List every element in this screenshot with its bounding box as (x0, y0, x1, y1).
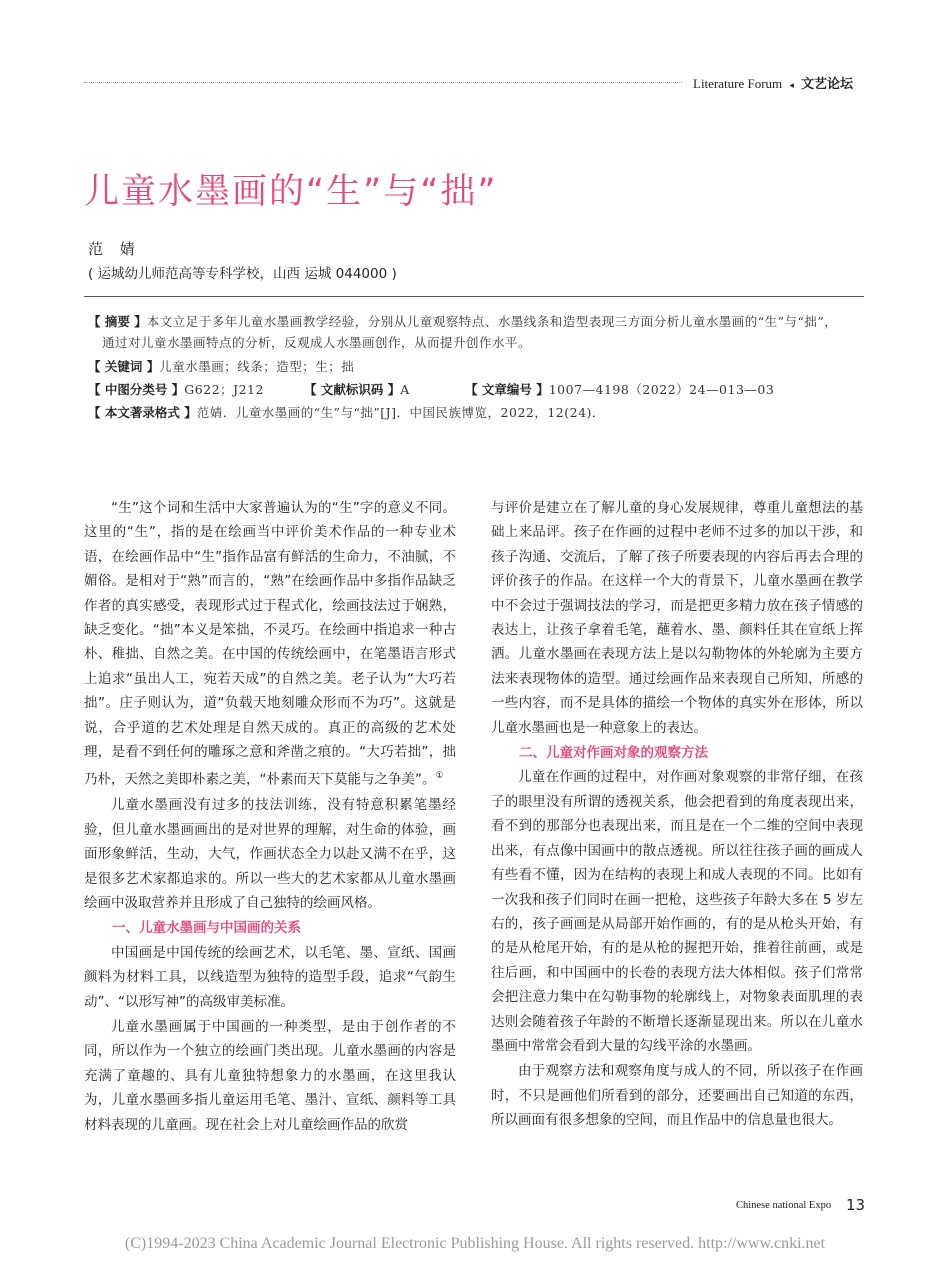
paragraph (84, 496, 456, 792)
article-number-label: 【 文章编号 】 (465, 382, 549, 397)
keywords: 儿童水墨画；线条；造型；生；拙 (159, 359, 355, 374)
keywords-label: 【 关键词 】 (88, 359, 160, 374)
article-title: 儿童水墨画的“生”与“拙” (84, 172, 498, 212)
doc-code-label: 【 文献标识码 】 (304, 382, 401, 397)
left-column (84, 496, 456, 1138)
doc-code-value: A (400, 382, 410, 397)
doc-code-line (304, 381, 410, 399)
paragraph: 儿童在作画的过程中，对作画对象观察的非常仔细，在孩子的眼里没有所谓的透视关系，他会把看到的角度表现出来，看不到的那部分也表现出来，而且是在一个二维的空间中表现出来，有点像中国画中的散点透视。所以往往孩子画的画成人有些看不懂，因为在结构的表现上和成人表现的不同。比如有一次我和孩子们同时在画一把枪，这些孩子年龄大多在 5 岁左右的，孩子画画是从局部开始作画的，有的是从枪头开始，有的是从枪尾开始，有的是从枪的握把开始，推着往前画，或是往后画，和中国画中的长卷的表现方法大体相似。孩子们常常会把注意力集中在勾勒事物的轮廓线上，对物象表面肌理的表达则会随着孩子年龄的不断增长逐渐显现出来。所以在儿童水墨画中常常会看到大量的勾线平涂的水墨画。 (491, 769, 863, 1054)
footer-journal-en: Chinese national Expo (736, 1200, 832, 1211)
abstract-rule (84, 296, 864, 297)
citation-line (88, 404, 605, 422)
abstract-text-2: 通过对儿童水墨画特点的分析，反观成人水墨画创作，从而提升创作水平。 (102, 335, 532, 350)
right-column (491, 496, 863, 1134)
abstract-label: 【 摘要 】 (88, 314, 147, 329)
abstract-line-1 (88, 313, 837, 331)
affiliation: ( 运城幼儿师范高等专科学校，山西 运城 044000 ) (88, 266, 397, 282)
journal-name-en: Literature Forum (693, 76, 783, 91)
running-header (693, 73, 853, 92)
paragraph: 儿童水墨画没有过多的技法训练，没有特意积累笔墨经验，但儿童水墨画画出的是对世界的理解，对生命的体验，画面形象鲜活，生动，大气，作画状态全力以赴又满不在乎，这是很多艺术家都追求的。所以一些大的艺术家都从儿童水墨画绘画中汲取营养并且形成了自己独特的绘画风格。 (84, 797, 456, 911)
header-rule (84, 82, 682, 83)
journal-name-cn: 文艺论坛 (800, 77, 853, 92)
article-number-line (465, 381, 774, 399)
paragraph: 与评价是建立在了解儿童的身心发展规律，尊重儿童想法的基础上来品评。孩子在作画的过程中老师不过多的加以干涉，和孩子沟通、交流后，了解了孩子所要表现的内容后再去合理的评价孩子的作品。在这样一个大的背景下，儿童水墨画在教学中不会过于强调技法的学习，而是把更多精力放在孩子情感的表达上，让孩子拿着毛笔，蘸着水、墨、颜料任其在宣纸上挥洒。儿童水墨画在表现方法上是以勾勒物体的外轮廓为主要方法来表现物体的造型。通过绘画作品来表现自己所知，所感的一些内容，而不是具体的描绘一个物体的真实外在形体，所以儿童水墨画也是一种意象上的表达。 (491, 500, 863, 736)
paragraph: 中国画是中国传统的绘画艺术，以毛笔、墨、宣纸、国画颜料为材料工具，以线造型为独特的造型手段，追求“气韵生动”、“以形写神”的高级审美标准。 (84, 944, 456, 1010)
abstract-text-1: 本文立足于多年儿童水墨画教学经验，分别从儿童观察特点、水墨线条和造型表现三方面分析儿童水墨画的“生”与“拙”， (146, 314, 838, 329)
copyright-notice: (C)1994-2023 China Academic Journal Electronic Publishing House. All rights reserved. http://www.cnki.net (124, 1235, 826, 1252)
arrow-left-icon: ◂ (789, 81, 794, 91)
author: 范 婧 (88, 240, 141, 258)
page-number: 13 (846, 1196, 866, 1214)
footnote-marker: ① (435, 771, 444, 782)
paragraph-text: “生”这个词和生活中大家普遍认为的“生”字的意义不同。这里的“生”，指的是在绘画当中评价美术作品的一种专业术语，在绘画作品中“生”指作品富有鲜活的生命力，不油腻，不媚俗。是相对于“熟”而言的，“熟”在绘画作品中多指作品缺乏作者的真实感受，表现形式过于程式化，绘画技法过于娴熟，缺乏变化。“拙”本义是笨拙，不灵巧。在绘画中指追求一种古朴、稚拙、自然之美。在中国的传统绘画中，在笔墨语言形式上追求“虽出人工，宛若天成”的自然之美。老子认为“大巧若拙”。庄子则认为，道“负载天地刻雕众形而不为巧”。这就是说，合乎道的艺术处理是自然天成的。真正的高级的艺术处理，是看不到任何的雕琢之意和斧凿之痕的。“大巧若拙”，拙乃朴，天然之美即朴素之美，“朴素而天下莫能与之争美”。 (84, 500, 456, 788)
citation-label: 【 本文著录格式 】 (88, 405, 197, 420)
clc-line (88, 381, 264, 399)
abstract-line-2 (102, 334, 531, 352)
clc-label: 【 中图分类号 】 (88, 382, 185, 397)
section-heading-2: 二、儿童对作画对象的观察方法 (519, 745, 708, 762)
paragraph: 由于观察方法和观察角度与成人的不同，所以孩子在作画时，不只是画他们所看到的部分，还要画出自己知道的东西，所以画面有很多想象的空间，而且作品中的信息量也很大。 (491, 1063, 863, 1129)
paragraph: 儿童水墨画属于中国画的一种类型，是由于创作者的不同，所以作为一个独立的绘画门类出现。儿童水墨画的内容是充满了童趣的、具有儿童独特想象力的水墨画，在这里我认为，儿童水墨画多指儿童运用毛笔、墨汁、宣纸、颜料等工具材料表现的儿童画。现在社会上对儿童绘画作品的欣赏 (84, 1019, 456, 1133)
section-heading-1: 一、儿童水墨画与中国画的关系 (112, 920, 301, 937)
citation-value: 范婧．儿童水墨画的“生”与“拙”[J]．中国民族博览，2022，12(24)． (196, 405, 605, 420)
clc-value: G622；J212 (184, 382, 264, 397)
keywords-line (88, 358, 354, 376)
article-number-value: 1007—4198（2022）24—013—03 (548, 382, 775, 397)
